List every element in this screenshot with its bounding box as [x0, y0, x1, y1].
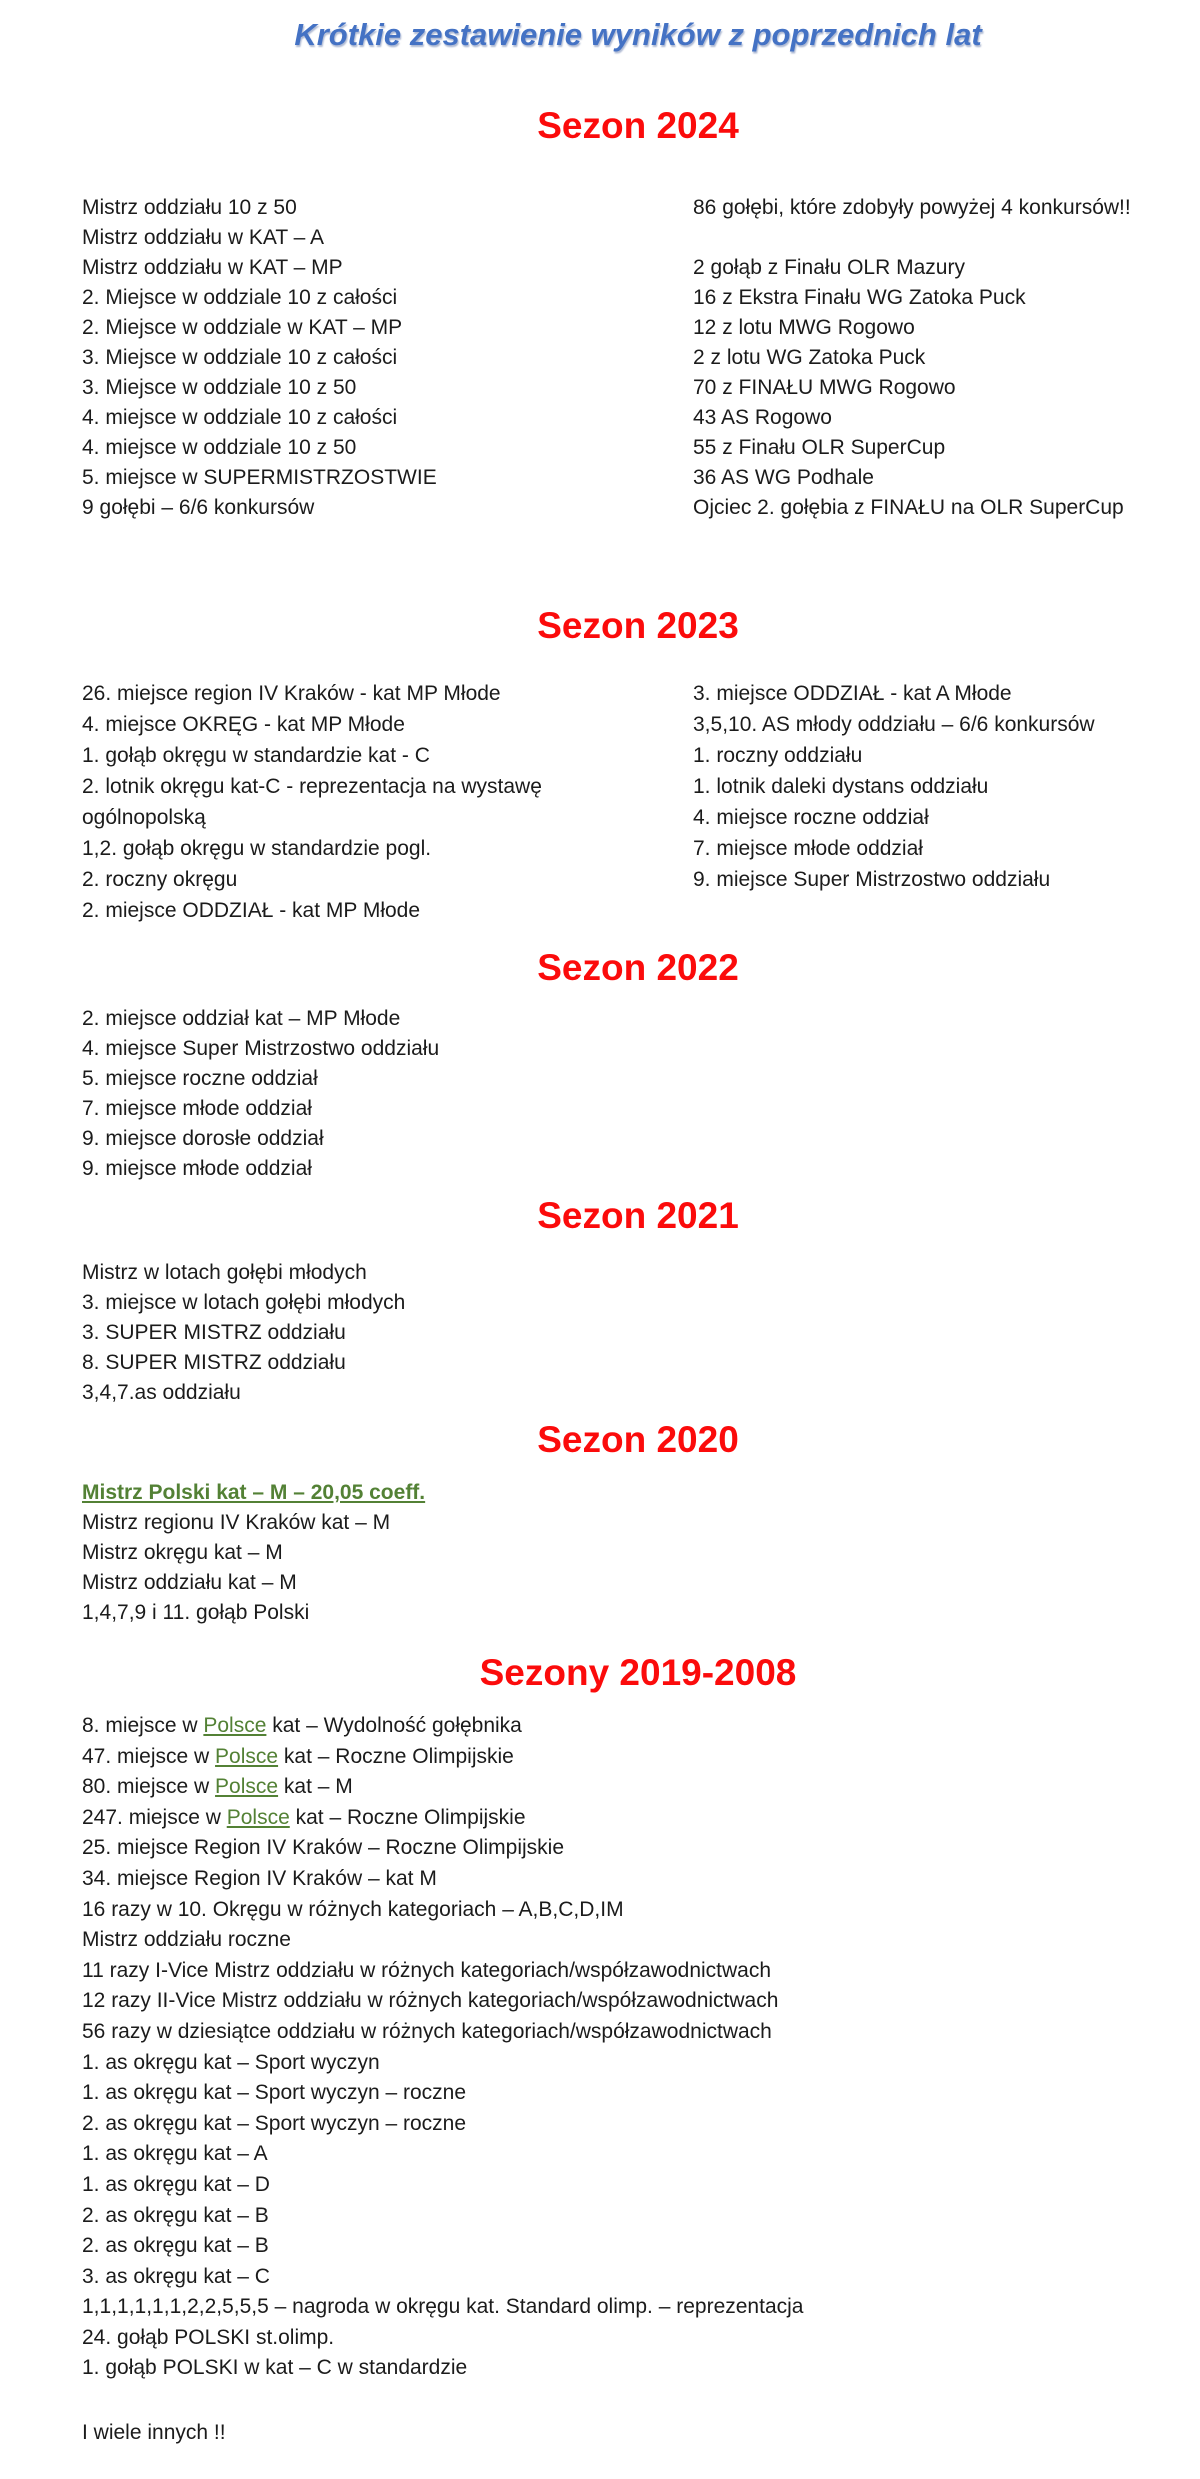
season-2020	[0, 1417, 1200, 1628]
line-text-pre: 1. as okręgu kat – Sport wyczyn	[82, 2050, 380, 2074]
result-line: 2. roczny okręgu	[82, 868, 238, 891]
result-line: 3. miejsce ODDZIAŁ - kat A Młode	[693, 682, 1012, 705]
result-line: 4. miejsce w oddziale 10 z całości	[82, 406, 398, 429]
result-line: 26. miejsce region IV Kraków - kat MP Młode	[82, 682, 501, 705]
line-text-pre: 2. as okręgu kat – B	[82, 2203, 269, 2227]
result-line	[82, 1956, 1200, 1987]
result-line	[82, 2139, 1200, 2170]
result-line: 9. miejsce dorosłe oddział	[82, 1127, 324, 1150]
season-heading-2024: Sezon 2024	[537, 105, 739, 146]
result-line	[82, 2170, 1200, 2201]
line-text-pre: 24. gołąb POLSKI st.olimp.	[82, 2325, 335, 2349]
result-line: 2 gołąb z Finału OLR Mazury	[693, 256, 965, 279]
result-line	[82, 1895, 1200, 1926]
result-line: 55 z Finału OLR SuperCup	[693, 436, 946, 459]
line-text-pre: 247. miejsce w	[82, 1805, 227, 1829]
result-line: 1,4,7,9 i 11. gołąb Polski	[82, 1601, 310, 1624]
line-text-pre: 47. miejsce w	[82, 1744, 216, 1768]
result-line: 4. miejsce w oddziale 10 z 50	[82, 436, 357, 459]
result-line: 4. miejsce OKRĘG - kat MP Młode	[82, 713, 405, 736]
result-line	[82, 2048, 1200, 2079]
result-line: ogólnopolską	[82, 806, 206, 829]
polsce-link[interactable]: Polsce	[215, 1744, 279, 1768]
season-heading-2019-2008: Sezony 2019-2008	[479, 1652, 797, 1693]
result-line: 1. roczny oddziału	[693, 744, 863, 767]
result-line: 5. miejsce w SUPERMISTRZOSTWIE	[82, 466, 437, 489]
result-line: 7. miejsce młode oddział	[82, 1097, 312, 1120]
result-line	[82, 1742, 1200, 1773]
result-line: 9 gołębi – 6/6 konkursów	[82, 496, 315, 519]
line-text-pre: 25. miejsce Region IV Kraków – Roczne Olimpijskie	[82, 1836, 565, 1860]
line-text-pre: 1. gołąb POLSKI w kat – C w standardzie	[82, 2356, 468, 2380]
result-line: 5. miejsce roczne oddział	[82, 1067, 318, 1090]
result-line	[82, 2017, 1200, 2048]
polsce-link[interactable]: Polsce	[226, 1805, 290, 1829]
result-line: Mistrz oddziału w KAT – MP	[82, 256, 343, 279]
season-2024-right-list	[693, 193, 1200, 523]
result-line: 43 AS Rogowo	[693, 406, 832, 429]
result-line: 70 z FINAŁU MWG Rogowo	[693, 376, 956, 399]
result-line	[82, 2078, 1200, 2109]
line-text-pre: 2. as okręgu kat – Sport wyczyn – roczne	[82, 2111, 467, 2135]
line-text-pre: 1,1,1,1,1,1,2,2,5,5,5 – nagroda w okręgu kat. Standard olimp. – reprezentacja	[82, 2295, 804, 2319]
season-2024-columns	[0, 193, 1200, 523]
result-line: 12 z lotu MWG Rogowo	[693, 316, 915, 339]
result-line: 3. Miejsce w oddziale 10 z całości	[82, 346, 398, 369]
season-heading-2023: Sezon 2023	[537, 605, 739, 646]
season-2024-left-list	[82, 193, 693, 523]
result-line	[82, 2353, 1200, 2384]
result-line	[82, 1803, 1200, 1834]
result-line: 9. miejsce młode oddział	[82, 1157, 312, 1180]
result-line: 8. SUPER MISTRZ oddziału	[82, 1351, 346, 1374]
line-text-post: kat – M	[278, 1775, 353, 1799]
result-line: 1. gołąb okręgu w standardzie kat - C	[82, 744, 430, 767]
result-line: Mistrz oddziału 10 z 50	[82, 196, 297, 219]
result-line: 9. miejsce Super Mistrzostwo oddziału	[693, 868, 1051, 891]
result-line: Mistrz regionu IV Kraków kat – M	[82, 1511, 391, 1534]
season-2020-list	[0, 1478, 1200, 1628]
mistrz-polski-highlight: Mistrz Polski kat – M – 20,05 coeff.	[82, 1481, 426, 1504]
result-line: 86 gołębi, które zdobyły powyżej 4 konkursów!!	[693, 196, 1131, 219]
line-text-pre: 2. as okręgu kat – B	[82, 2234, 269, 2258]
result-line: 2. Miejsce w oddziale w KAT – MP	[82, 316, 403, 339]
line-text-pre: 34. miejsce Region IV Kraków – kat M	[82, 1866, 437, 1890]
result-line: 3,4,7.as oddziału	[82, 1381, 241, 1404]
line-text-pre: 11 razy I-Vice Mistrz oddziału w różnych kategoriach/współzawodnictwach	[82, 1958, 772, 1982]
line-text-pre: 8. miejsce w	[82, 1714, 204, 1737]
result-line: Mistrz oddziału w KAT – A	[82, 226, 324, 249]
season-heading-2021: Sezon 2021	[537, 1195, 739, 1236]
result-line	[82, 2109, 1200, 2140]
season-2023	[0, 603, 1200, 926]
result-line: 4. miejsce Super Mistrzostwo oddziału	[82, 1037, 440, 1060]
season-2023-left-list	[82, 678, 693, 926]
result-line	[82, 1925, 1200, 1956]
result-line	[82, 2292, 1200, 2323]
season-2023-columns	[0, 678, 1200, 926]
result-line	[693, 223, 1200, 253]
line-text-pre: 80. miejsce w	[82, 1775, 216, 1799]
line-text-post: kat – Roczne Olimpijskie	[289, 1805, 526, 1829]
line-text-pre: 1. as okręgu kat – D	[82, 2172, 270, 2196]
result-line: Mistrz oddziału kat – M	[82, 1571, 297, 1594]
season-2021-list	[0, 1258, 1200, 1408]
line-text-pre: 1. as okręgu kat – Sport wyczyn – roczne	[82, 2081, 467, 2105]
result-line: 16 z Ekstra Finału WG Zatoka Puck	[693, 286, 1026, 309]
season-heading-2022: Sezon 2022	[537, 947, 739, 988]
result-line: Mistrz okręgu kat – M	[82, 1541, 283, 1564]
line-text-pre: 1. as okręgu kat – A	[82, 2142, 268, 2166]
result-line: Mistrz w lotach gołębi młodych	[82, 1261, 367, 1284]
seasons-2019-2008	[0, 1650, 1200, 2384]
line-text-pre: Mistrz oddziału roczne	[82, 1928, 291, 1952]
result-line: 2. miejsce oddział kat – MP Młode	[82, 1007, 401, 1030]
result-line	[82, 2231, 1200, 2262]
result-line: 3,5,10. AS młody oddziału – 6/6 konkursów	[693, 713, 1095, 736]
season-2023-right-list	[693, 678, 1200, 926]
line-text-pre: 3. as okręgu kat – C	[82, 2264, 270, 2288]
result-line	[82, 2201, 1200, 2232]
line-text-post: kat – Wydolność gołębnika	[266, 1714, 522, 1737]
line-text-post: kat – Roczne Olimpijskie	[278, 1744, 514, 1768]
result-line	[82, 2262, 1200, 2293]
seasons-2019-2008-list	[0, 1711, 1200, 2384]
season-2022	[0, 945, 1200, 1184]
result-line	[82, 2323, 1200, 2354]
result-line: 3. Miejsce w oddziale 10 z 50	[82, 376, 357, 399]
line-text-pre: 16 razy w 10. Okręgu w różnych kategoriach – A,B,C,D,IM	[82, 1897, 624, 1921]
result-line	[82, 1833, 1200, 1864]
page-title: Krótkie zestawienie wyników z poprzednich lat	[294, 17, 982, 52]
result-line	[82, 1772, 1200, 1803]
result-line: 2 z lotu WG Zatoka Puck	[693, 346, 926, 369]
result-line: 4. miejsce roczne oddział	[693, 806, 929, 829]
result-line	[82, 1864, 1200, 1895]
result-line: 1. lotnik daleki dystans oddziału	[693, 775, 989, 798]
result-line: 3. SUPER MISTRZ oddziału	[82, 1321, 346, 1344]
result-line	[82, 1986, 1200, 2017]
result-line: 2. miejsce ODDZIAŁ - kat MP Młode	[82, 899, 421, 922]
season-2022-list	[0, 1004, 1200, 1184]
result-line: 2. lotnik okręgu kat-C - reprezentacja na wystawę	[82, 775, 542, 798]
result-line: Ojciec 2. gołębia z FINAŁU na OLR SuperCup	[693, 496, 1124, 519]
footer-note: I wiele innych !!	[82, 2421, 226, 2445]
result-line: 3. miejsce w lotach gołębi młodych	[82, 1291, 406, 1314]
result-line: 7. miejsce młode oddział	[693, 837, 923, 860]
season-2021	[0, 1193, 1200, 1408]
polsce-link[interactable]: Polsce	[203, 1714, 267, 1737]
season-heading-2020: Sezon 2020	[537, 1419, 739, 1460]
season-2024	[0, 103, 1200, 523]
result-line: 1,2. gołąb okręgu w standardzie pogl.	[82, 837, 432, 860]
result-line: 36 AS WG Podhale	[693, 466, 874, 489]
polsce-link[interactable]: Polsce	[215, 1775, 279, 1799]
line-text-pre: 12 razy II-Vice Mistrz oddziału w różnych kategoriach/współzawodnictwach	[82, 1989, 779, 2013]
line-text-pre: 56 razy w dziesiątce oddziału w różnych kategoriach/współzawodnictwach	[82, 2019, 772, 2043]
result-line	[82, 1711, 1200, 1742]
result-line: 2. Miejsce w oddziale 10 z całości	[82, 286, 398, 309]
